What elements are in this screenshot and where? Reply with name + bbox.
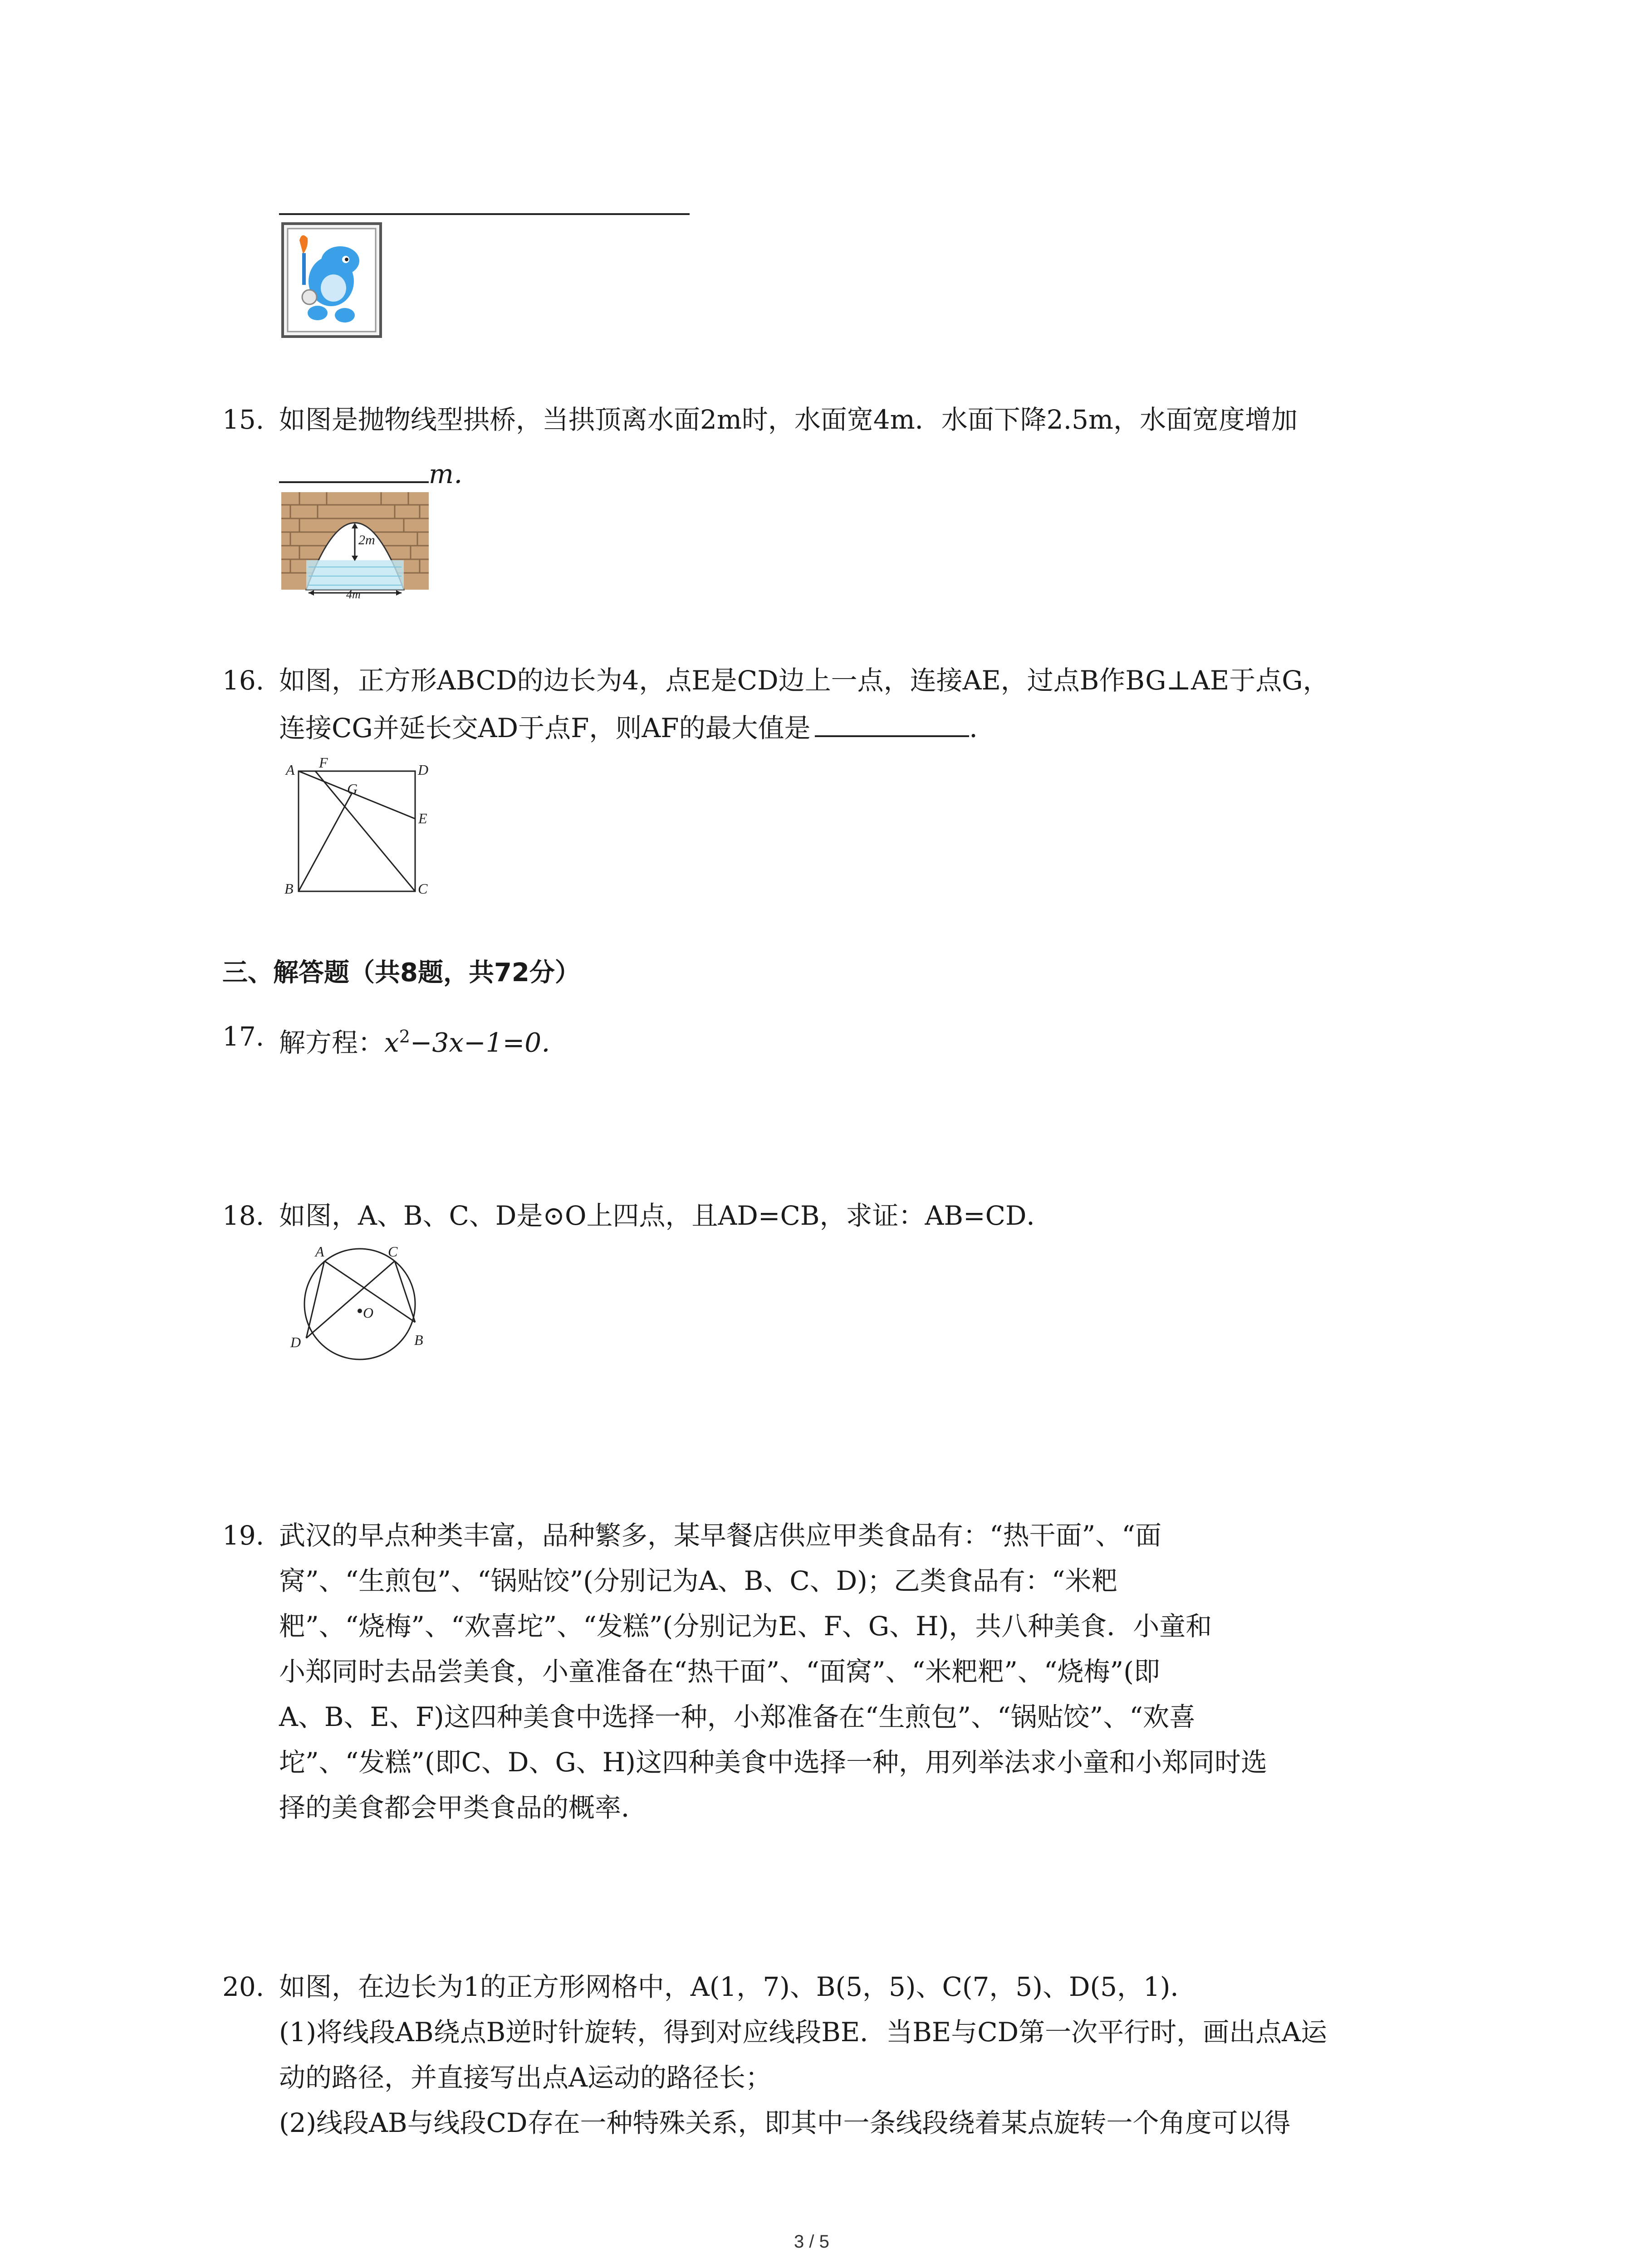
question-number: 17.	[222, 1021, 265, 1052]
answer-blank[interactable]	[815, 708, 969, 737]
question-text-line2	[279, 705, 996, 751]
question-line: 如图，在边长为1的正方形网格中，A(1，7)、B(5，5)、C(7，5)、D(5，1)．	[279, 1971, 1197, 2002]
square-figure	[279, 758, 442, 903]
height-label: 2m	[358, 533, 375, 547]
question-text	[279, 1014, 568, 1065]
answer-blank-line	[279, 213, 690, 215]
equation-rest: −3x−1=0．	[410, 1027, 568, 1058]
label-D: D	[418, 762, 429, 778]
unit-text: m．	[429, 459, 480, 489]
section-title: 三、解答题（共8题，共72分）	[222, 958, 580, 987]
question-number: 19.	[222, 1520, 265, 1551]
label-A: A	[315, 1243, 324, 1260]
question-text: 如图，正方形ABCD的边长为4，点E是CD边上一点，连接AE，过点B作BG⊥AE于点G，	[279, 665, 1329, 696]
question-text: 连接CG并延长交AD于点F，则AF的最大值是	[279, 713, 811, 743]
equation-variable: x	[384, 1027, 399, 1058]
question-line: 择的美食都会甲类食品的概率．	[279, 1792, 648, 1823]
question-text: 如图，A、B、C、D是⊙O上四点，且AD=CB，求证：AB=CD．	[279, 1200, 1053, 1231]
label-D: D	[290, 1334, 301, 1350]
label-B: B	[414, 1332, 423, 1348]
question-line: 小郑同时去品尝美食，小童准备在“热干面”、“面窝”、“米粑粑”、“烧梅”(即	[279, 1656, 1160, 1687]
label-G: G	[347, 781, 358, 797]
answer-blank[interactable]	[279, 454, 429, 483]
question-line: A、B、E、F)这四种美食中选择一种，小郑准备在“生煎包”、“锅贴饺”、“欢喜	[279, 1701, 1195, 1732]
question-number: 20.	[222, 1971, 265, 2002]
question-line: 窝”、“生煎包”、“锅贴饺”(分别记为A、B、C、D)；乙类食品有：“米粑	[279, 1565, 1118, 1596]
label-E: E	[418, 810, 427, 826]
question-number: 15.	[222, 404, 265, 435]
question-line: 动的路径，并直接写出点A运动的路径长；	[279, 2062, 772, 2093]
bridge-figure	[281, 492, 429, 599]
period: ．	[969, 713, 996, 743]
question-number: 16.	[222, 665, 265, 696]
question-prefix: 解方程：	[279, 1027, 385, 1058]
question-line: 武汉的早点种类丰富，品种繁多，某早餐店供应甲类食品有：“热干面”、“面	[279, 1520, 1161, 1551]
question-number: 18.	[222, 1200, 265, 1231]
mascot-icon	[281, 222, 382, 338]
question-line: (2)线段AB与线段CD存在一种特殊关系，即其中一条线段绕着某点旋转一个角度可以得	[279, 2107, 1291, 2138]
label-O: O	[363, 1305, 374, 1321]
circle-figure	[279, 1241, 438, 1361]
mascot-image	[281, 222, 382, 338]
label-A: A	[286, 762, 295, 778]
label-C: C	[388, 1243, 398, 1260]
label-B: B	[284, 880, 294, 897]
question-line: 坨”、“发糕”(即C、D、G、H)这四种美食中选择一种，用列举法求小童和小郑同时选	[279, 1747, 1268, 1778]
question-text: 如图是抛物线型拱桥，当拱顶离水面2m时，水面宽4m．水面下降2.5m，水面宽度增加	[279, 404, 1298, 435]
page-number: 3 / 5	[794, 2232, 829, 2252]
label-F: F	[319, 758, 328, 771]
width-label: 4m	[346, 588, 361, 599]
label-C: C	[418, 880, 428, 897]
question-line: (1)将线段AB绕点B逆时针旋转，得到对应线段BE．当BE与CD第一次平行时，画出点A运	[279, 2017, 1327, 2048]
question-answer-line	[279, 451, 480, 497]
question-line: 粑”、“烧梅”、“欢喜坨”、“发糕”(分别记为E、F、G、H)，共八种美食．小童和	[279, 1611, 1212, 1642]
equation-exponent: 2	[399, 1026, 410, 1046]
